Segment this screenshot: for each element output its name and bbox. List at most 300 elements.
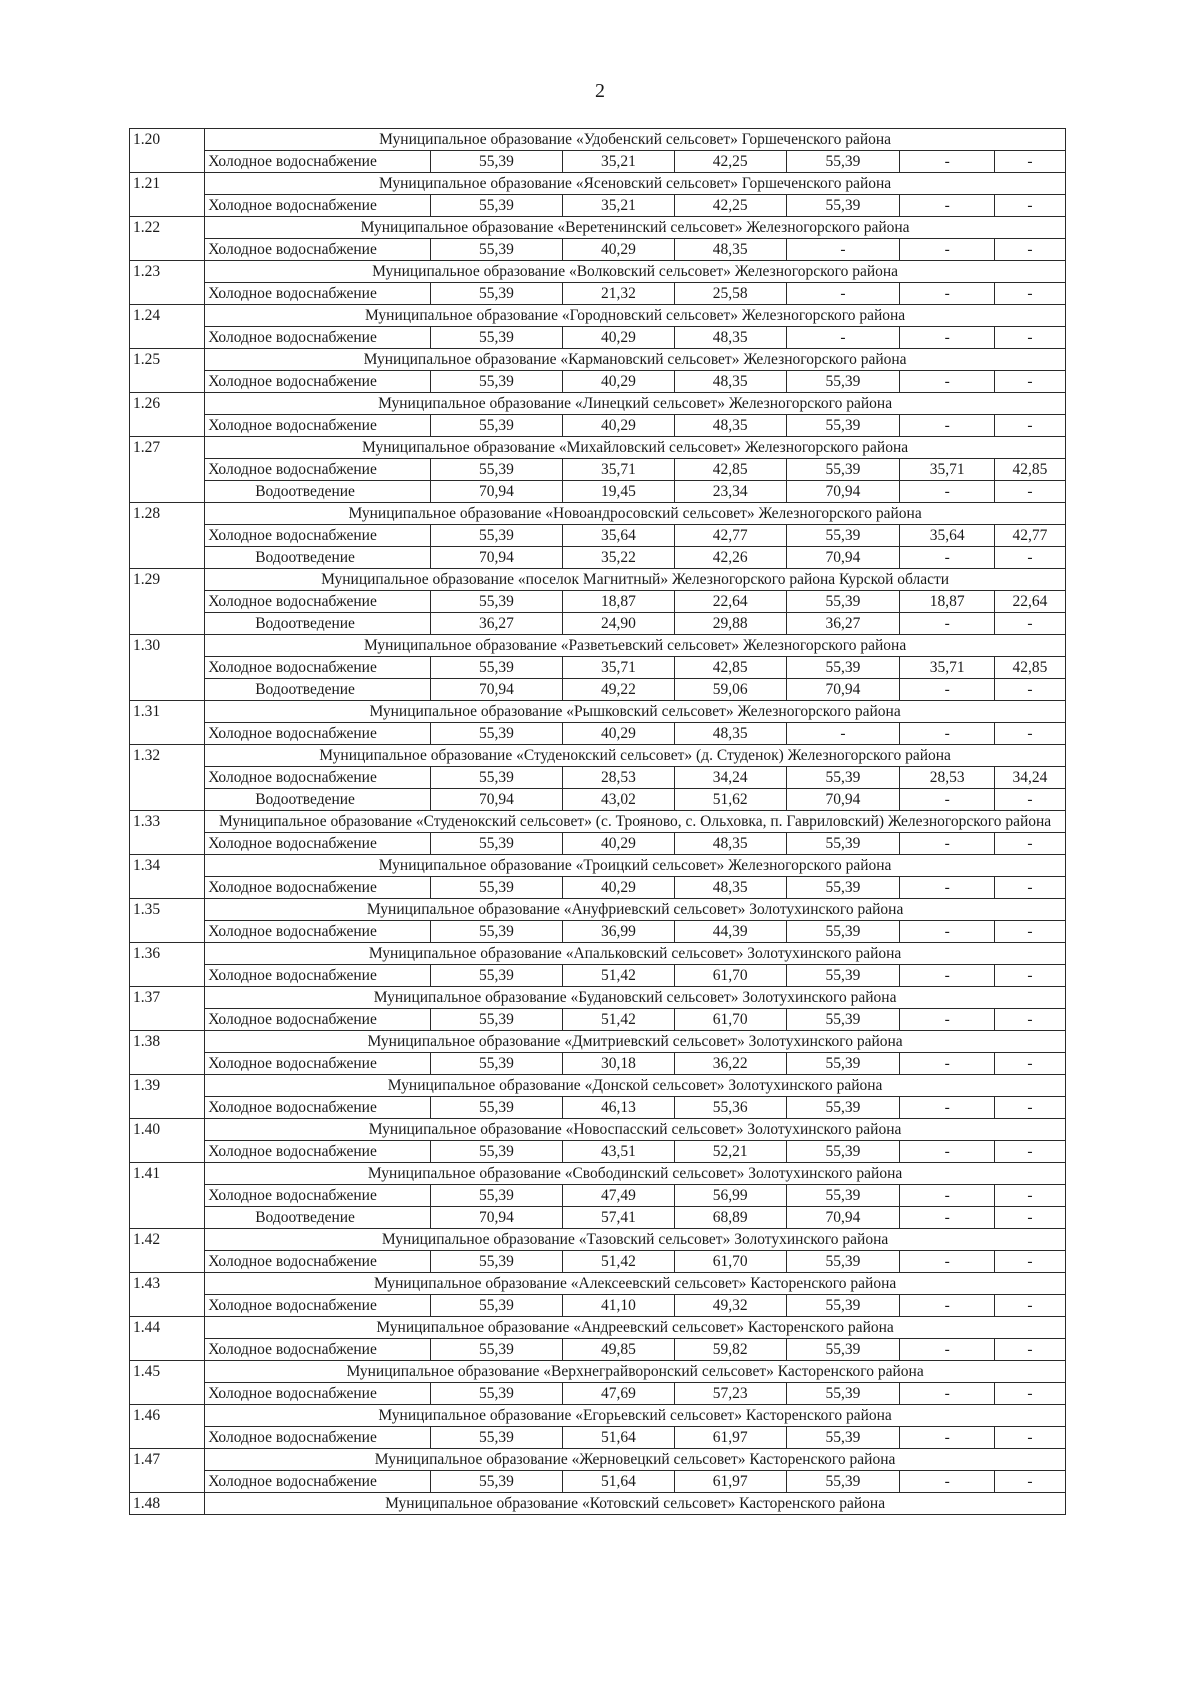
tariff-value-cell: - (994, 1295, 1065, 1317)
tariff-value-cell: 55,39 (430, 1009, 562, 1031)
service-name: Холодное водоснабжение (205, 195, 431, 217)
tariff-value-cell: 55,39 (430, 767, 562, 789)
tariff-value-cell: - (786, 327, 900, 349)
tariff-value-cell: - (900, 1295, 995, 1317)
municipality-header-row (130, 1163, 1066, 1185)
row-number: 1.36 (130, 943, 205, 965)
service-name: Холодное водоснабжение (205, 1009, 431, 1031)
tariff-value-cell: 40,29 (563, 415, 675, 437)
tariff-value-cell: 55,39 (786, 591, 900, 613)
tariff-value-cell: 47,49 (563, 1185, 675, 1207)
service-row (130, 481, 1066, 503)
tariff-value-cell: 18,87 (900, 591, 995, 613)
tariff-value-cell: - (900, 1009, 995, 1031)
tariff-value-cell: 48,35 (674, 239, 786, 261)
tariff-value-cell: 49,85 (563, 1339, 675, 1361)
service-row (130, 1141, 1066, 1163)
number-spacer-cell (130, 657, 205, 679)
tariff-value-cell: - (900, 1141, 995, 1163)
service-row (130, 1251, 1066, 1273)
service-row (130, 151, 1066, 173)
municipality-header-row (130, 1449, 1066, 1471)
tariff-value-cell: 28,53 (563, 767, 675, 789)
municipality-title: Муниципальное образование «Новоспасский сельсовет» Золотухинского района (205, 1119, 1066, 1141)
tariff-value-cell: - (994, 547, 1065, 569)
service-row (130, 195, 1066, 217)
tariff-value-cell: 55,39 (430, 1097, 562, 1119)
service-name: Холодное водоснабжение (205, 965, 431, 987)
tariff-value-cell: 55,39 (786, 1097, 900, 1119)
number-spacer-cell (130, 789, 205, 811)
number-spacer-cell (130, 1383, 205, 1405)
municipality-title: Муниципальное образование «Михайловский сельсовет» Железногорского района (205, 437, 1066, 459)
tariff-value-cell: 34,24 (674, 767, 786, 789)
row-number: 1.28 (130, 503, 205, 525)
tariff-value-cell: - (994, 151, 1065, 173)
municipality-header-row (130, 437, 1066, 459)
municipality-title: Муниципальное образование «Разветьевский сельсовет» Железногорского района (205, 635, 1066, 657)
tariff-value-cell: 55,39 (786, 1141, 900, 1163)
tariff-value-cell: - (994, 327, 1065, 349)
tariff-value-cell: 51,42 (563, 1251, 675, 1273)
tariff-value-cell: - (900, 371, 995, 393)
tariff-value-cell: 70,94 (430, 547, 562, 569)
tariff-value-cell: - (900, 877, 995, 899)
tariff-value-cell: 42,85 (674, 657, 786, 679)
row-number: 1.40 (130, 1119, 205, 1141)
tariff-value-cell: 57,23 (674, 1383, 786, 1405)
service-row (130, 1185, 1066, 1207)
tariff-value-cell: 68,89 (674, 1207, 786, 1229)
service-name: Холодное водоснабжение (205, 767, 431, 789)
municipality-title: Муниципальное образование «Котовский сельсовет» Касторенского района (205, 1493, 1066, 1515)
tariff-value-cell: - (994, 239, 1065, 261)
number-spacer-cell (130, 239, 205, 261)
number-spacer-cell (130, 833, 205, 855)
row-number: 1.45 (130, 1361, 205, 1383)
tariff-value-cell: - (994, 1053, 1065, 1075)
tariff-value-cell: 21,32 (563, 283, 675, 305)
tariff-value-cell: 55,39 (786, 1053, 900, 1075)
tariff-value-cell: - (900, 723, 995, 745)
tariff-value-cell: 55,39 (786, 1295, 900, 1317)
row-number: 1.22 (130, 217, 205, 239)
tariff-value-cell: 48,35 (674, 327, 786, 349)
service-row (130, 965, 1066, 987)
tariff-value-cell: 55,39 (786, 657, 900, 679)
tariff-value-cell: 55,39 (786, 877, 900, 899)
tariff-value-cell: 41,10 (563, 1295, 675, 1317)
tariff-value-cell: 36,27 (430, 613, 562, 635)
municipality-title: Муниципальное образование «Троицкий сельсовет» Железногорского района (205, 855, 1066, 877)
tariff-value-cell: 55,39 (786, 1339, 900, 1361)
service-name: Холодное водоснабжение (205, 1339, 431, 1361)
tariff-value-cell: 42,85 (994, 459, 1065, 481)
tariff-value-cell: 49,32 (674, 1295, 786, 1317)
service-row (130, 327, 1066, 349)
service-row (130, 1207, 1066, 1229)
tariff-value-cell: - (994, 1009, 1065, 1031)
tariff-value-cell: - (900, 921, 995, 943)
tariff-value-cell: 55,39 (786, 1383, 900, 1405)
service-name: Холодное водоснабжение (205, 1185, 431, 1207)
municipality-header-row (130, 305, 1066, 327)
municipality-header-row (130, 1405, 1066, 1427)
service-row (130, 459, 1066, 481)
municipality-title: Муниципальное образование «Новоандросовский сельсовет» Железногорского района (205, 503, 1066, 525)
service-row (130, 1009, 1066, 1031)
service-row (130, 1383, 1066, 1405)
tariff-value-cell: 51,64 (563, 1427, 675, 1449)
municipality-title: Муниципальное образование «Верхнеграйворонский сельсовет» Касторенского района (205, 1361, 1066, 1383)
tariff-value-cell: 42,26 (674, 547, 786, 569)
service-name: Холодное водоснабжение (205, 1471, 431, 1493)
municipality-title: Муниципальное образование «Веретенинский сельсовет» Железногорского района (205, 217, 1066, 239)
tariff-value-cell: 55,39 (430, 1427, 562, 1449)
municipality-header-row (130, 393, 1066, 415)
tariff-value-cell: 55,39 (786, 525, 900, 547)
service-row (130, 547, 1066, 569)
row-number: 1.43 (130, 1273, 205, 1295)
service-name: Холодное водоснабжение (205, 591, 431, 613)
municipality-title: Муниципальное образование «Тазовский сельсовет» Золотухинского района (205, 1229, 1066, 1251)
number-spacer-cell (130, 679, 205, 701)
tariff-value-cell: - (900, 1251, 995, 1273)
tariff-value-cell: - (994, 789, 1065, 811)
tariff-value-cell: - (900, 1427, 995, 1449)
tariff-value-cell: - (900, 239, 995, 261)
tariff-value-cell: - (786, 723, 900, 745)
tariff-value-cell: 55,39 (430, 833, 562, 855)
tariff-value-cell: 47,69 (563, 1383, 675, 1405)
tariff-value-cell: 51,42 (563, 965, 675, 987)
municipality-header-row (130, 129, 1066, 151)
number-spacer-cell (130, 1207, 205, 1229)
tariff-value-cell: - (994, 1339, 1065, 1361)
row-number: 1.30 (130, 635, 205, 657)
service-row (130, 283, 1066, 305)
number-spacer-cell (130, 723, 205, 745)
municipality-title: Муниципальное образование «Линецкий сельсовет» Железногорского района (205, 393, 1066, 415)
tariff-value-cell: 56,99 (674, 1185, 786, 1207)
tariff-value-cell: 55,39 (430, 195, 562, 217)
service-name: Водоотведение (205, 481, 431, 503)
tariff-value-cell: 51,42 (563, 1009, 675, 1031)
row-number: 1.48 (130, 1493, 205, 1515)
service-name: Холодное водоснабжение (205, 525, 431, 547)
number-spacer-cell (130, 1009, 205, 1031)
tariff-value-cell: - (900, 547, 995, 569)
tariff-value-cell: 55,39 (786, 767, 900, 789)
row-number: 1.41 (130, 1163, 205, 1185)
municipality-title: Муниципальное образование «Волковский сельсовет» Железногорского района (205, 261, 1066, 283)
tariff-value-cell: 70,94 (430, 481, 562, 503)
tariff-value-cell: 35,64 (900, 525, 995, 547)
tariff-value-cell: 55,36 (674, 1097, 786, 1119)
municipality-header-row (130, 943, 1066, 965)
tariff-value-cell: - (994, 283, 1065, 305)
service-name: Холодное водоснабжение (205, 151, 431, 173)
tariff-value-cell: 55,39 (786, 1009, 900, 1031)
row-number: 1.46 (130, 1405, 205, 1427)
tariff-value-cell: - (900, 327, 995, 349)
tariff-value-cell: - (900, 613, 995, 635)
tariff-value-cell: 44,39 (674, 921, 786, 943)
tariff-value-cell: 42,77 (994, 525, 1065, 547)
tariff-value-cell: 70,94 (786, 679, 900, 701)
service-name: Водоотведение (205, 547, 431, 569)
tariff-value-cell: - (994, 833, 1065, 855)
tariff-value-cell: 40,29 (563, 723, 675, 745)
tariff-value-cell: 51,64 (563, 1471, 675, 1493)
tariff-value-cell: 55,39 (786, 833, 900, 855)
row-number: 1.37 (130, 987, 205, 1009)
tariff-value-cell: 29,88 (674, 613, 786, 635)
tariff-value-cell: 52,21 (674, 1141, 786, 1163)
number-spacer-cell (130, 1053, 205, 1075)
row-number: 1.23 (130, 261, 205, 283)
row-number: 1.38 (130, 1031, 205, 1053)
tariff-value-cell: 55,39 (430, 877, 562, 899)
tariff-value-cell: 55,39 (786, 921, 900, 943)
municipality-title: Муниципальное образование «Удобенский сельсовет» Горшеченского района (205, 129, 1066, 151)
tariff-value-cell: 61,97 (674, 1471, 786, 1493)
tariff-value-cell: 55,39 (430, 239, 562, 261)
tariff-value-cell: 55,39 (430, 1383, 562, 1405)
number-spacer-cell (130, 591, 205, 613)
tariff-value-cell: - (994, 965, 1065, 987)
tariff-value-cell: 55,39 (430, 723, 562, 745)
tariff-value-cell: 35,64 (563, 525, 675, 547)
municipality-header-row (130, 1031, 1066, 1053)
tariff-value-cell: 55,39 (430, 1339, 562, 1361)
number-spacer-cell (130, 1141, 205, 1163)
tariff-value-cell: 55,39 (786, 1427, 900, 1449)
tariff-value-cell: 36,22 (674, 1053, 786, 1075)
service-name: Холодное водоснабжение (205, 1141, 431, 1163)
municipality-header-row (130, 1273, 1066, 1295)
tariff-value-cell: 22,64 (674, 591, 786, 613)
tariff-value-cell: 48,35 (674, 371, 786, 393)
number-spacer-cell (130, 767, 205, 789)
municipality-header-row (130, 1361, 1066, 1383)
tariff-value-cell: 70,94 (430, 679, 562, 701)
tariff-value-cell: 48,35 (674, 415, 786, 437)
tariff-value-cell: - (900, 1207, 995, 1229)
service-row (130, 613, 1066, 635)
tariff-table-body (130, 129, 1066, 1515)
number-spacer-cell (130, 415, 205, 437)
tariff-value-cell: 55,39 (430, 1251, 562, 1273)
tariff-value-cell: 55,39 (786, 459, 900, 481)
tariff-value-cell: 55,39 (786, 371, 900, 393)
tariff-value-cell: 55,39 (430, 151, 562, 173)
tariff-value-cell: 28,53 (900, 767, 995, 789)
tariff-value-cell: - (786, 283, 900, 305)
tariff-value-cell: - (900, 789, 995, 811)
tariff-value-cell: - (900, 283, 995, 305)
tariff-value-cell: 61,97 (674, 1427, 786, 1449)
tariff-value-cell: 18,87 (563, 591, 675, 613)
tariff-value-cell: 55,39 (786, 965, 900, 987)
tariff-value-cell: - (994, 195, 1065, 217)
tariff-value-cell: 55,39 (786, 1185, 900, 1207)
tariff-value-cell: 35,71 (563, 459, 675, 481)
service-name: Холодное водоснабжение (205, 415, 431, 437)
service-name: Холодное водоснабжение (205, 283, 431, 305)
number-spacer-cell (130, 1251, 205, 1273)
tariff-value-cell: - (900, 151, 995, 173)
tariff-value-cell: - (994, 877, 1065, 899)
tariff-value-cell: 55,39 (430, 1185, 562, 1207)
service-row (130, 1053, 1066, 1075)
tariff-value-cell: 55,39 (786, 1251, 900, 1273)
tariff-value-cell: 55,39 (430, 591, 562, 613)
tariff-value-cell: 48,35 (674, 877, 786, 899)
municipality-header-row (130, 569, 1066, 591)
municipality-header-row (130, 503, 1066, 525)
tariff-value-cell: - (994, 1097, 1065, 1119)
service-row (130, 1097, 1066, 1119)
tariff-value-cell: - (900, 1339, 995, 1361)
municipality-header-row (130, 1493, 1066, 1515)
service-row (130, 921, 1066, 943)
tariff-value-cell: 30,18 (563, 1053, 675, 1075)
service-row (130, 1471, 1066, 1493)
service-row (130, 767, 1066, 789)
tariff-value-cell: - (994, 679, 1065, 701)
municipality-header-row (130, 217, 1066, 239)
service-name: Холодное водоснабжение (205, 459, 431, 481)
tariff-value-cell: 55,39 (786, 151, 900, 173)
tariff-value-cell: - (994, 481, 1065, 503)
municipality-header-row (130, 701, 1066, 723)
tariff-table (129, 128, 1066, 1515)
tariff-value-cell: - (994, 921, 1065, 943)
row-number: 1.42 (130, 1229, 205, 1251)
number-spacer-cell (130, 327, 205, 349)
tariff-value-cell: 55,39 (430, 327, 562, 349)
row-number: 1.32 (130, 745, 205, 767)
municipality-title: Муниципальное образование «Городновский сельсовет» Железногорского района (205, 305, 1066, 327)
tariff-value-cell: 46,13 (563, 1097, 675, 1119)
tariff-value-cell: 43,51 (563, 1141, 675, 1163)
tariff-value-cell: 42,25 (674, 151, 786, 173)
tariff-value-cell: 55,39 (786, 1471, 900, 1493)
tariff-value-cell: 55,39 (430, 415, 562, 437)
service-name: Холодное водоснабжение (205, 921, 431, 943)
municipality-header-row (130, 1317, 1066, 1339)
row-number: 1.26 (130, 393, 205, 415)
service-row (130, 789, 1066, 811)
tariff-value-cell: 48,35 (674, 833, 786, 855)
municipality-title: Муниципальное образование «Андреевский сельсовет» Касторенского района (205, 1317, 1066, 1339)
number-spacer-cell (130, 283, 205, 305)
number-spacer-cell (130, 877, 205, 899)
row-number: 1.34 (130, 855, 205, 877)
tariff-value-cell: 23,34 (674, 481, 786, 503)
tariff-value-cell: 61,70 (674, 1251, 786, 1273)
tariff-value-cell: - (994, 371, 1065, 393)
number-spacer-cell (130, 1471, 205, 1493)
tariff-value-cell: 70,94 (786, 481, 900, 503)
service-name: Холодное водоснабжение (205, 1295, 431, 1317)
number-spacer-cell (130, 525, 205, 547)
municipality-title: Муниципальное образование «Будановский сельсовет» Золотухинского района (205, 987, 1066, 1009)
tariff-value-cell: 35,21 (563, 195, 675, 217)
number-spacer-cell (130, 1295, 205, 1317)
tariff-value-cell: 40,29 (563, 833, 675, 855)
tariff-value-cell: - (994, 1207, 1065, 1229)
municipality-header-row (130, 1119, 1066, 1141)
tariff-value-cell: 55,39 (430, 1471, 562, 1493)
tariff-value-cell: 55,39 (430, 525, 562, 547)
tariff-value-cell: - (994, 1185, 1065, 1207)
tariff-value-cell: 55,39 (786, 415, 900, 437)
municipality-header-row (130, 349, 1066, 371)
number-spacer-cell (130, 195, 205, 217)
number-spacer-cell (130, 965, 205, 987)
row-number: 1.20 (130, 129, 205, 151)
service-name: Водоотведение (205, 613, 431, 635)
row-number: 1.27 (130, 437, 205, 459)
service-name: Холодное водоснабжение (205, 371, 431, 393)
service-name: Холодное водоснабжение (205, 239, 431, 261)
tariff-value-cell: 55,39 (430, 283, 562, 305)
service-name: Холодное водоснабжение (205, 833, 431, 855)
row-number: 1.44 (130, 1317, 205, 1339)
tariff-value-cell: 55,39 (786, 195, 900, 217)
service-name: Холодное водоснабжение (205, 1427, 431, 1449)
service-row (130, 415, 1066, 437)
number-spacer-cell (130, 1185, 205, 1207)
municipality-header-row (130, 745, 1066, 767)
number-spacer-cell (130, 481, 205, 503)
number-spacer-cell (130, 921, 205, 943)
tariff-value-cell: 57,41 (563, 1207, 675, 1229)
tariff-value-cell: 55,39 (430, 371, 562, 393)
row-number: 1.25 (130, 349, 205, 371)
tariff-value-cell: - (786, 239, 900, 261)
tariff-value-cell: 70,94 (786, 547, 900, 569)
tariff-value-cell: - (900, 679, 995, 701)
tariff-value-cell: 55,39 (430, 657, 562, 679)
tariff-value-cell: 55,39 (430, 1295, 562, 1317)
municipality-title: Муниципальное образование «Кармановский сельсовет» Железногорского района (205, 349, 1066, 371)
municipality-header-row (130, 1075, 1066, 1097)
tariff-value-cell: 22,64 (994, 591, 1065, 613)
tariff-value-cell: - (900, 1185, 995, 1207)
service-row (130, 679, 1066, 701)
tariff-value-cell: 42,85 (994, 657, 1065, 679)
service-name: Холодное водоснабжение (205, 327, 431, 349)
number-spacer-cell (130, 1339, 205, 1361)
service-name: Холодное водоснабжение (205, 1053, 431, 1075)
municipality-header-row (130, 855, 1066, 877)
tariff-value-cell: - (900, 481, 995, 503)
tariff-value-cell: 40,29 (563, 877, 675, 899)
tariff-value-cell: - (994, 1427, 1065, 1449)
service-row (130, 239, 1066, 261)
municipality-title: Муниципальное образование «Рышковский сельсовет» Железногорского района (205, 701, 1066, 723)
tariff-value-cell: 55,39 (430, 965, 562, 987)
service-row (130, 723, 1066, 745)
tariff-value-cell: 34,24 (994, 767, 1065, 789)
number-spacer-cell (130, 613, 205, 635)
municipality-header-row (130, 899, 1066, 921)
service-name: Холодное водоснабжение (205, 1251, 431, 1273)
tariff-value-cell: - (900, 833, 995, 855)
